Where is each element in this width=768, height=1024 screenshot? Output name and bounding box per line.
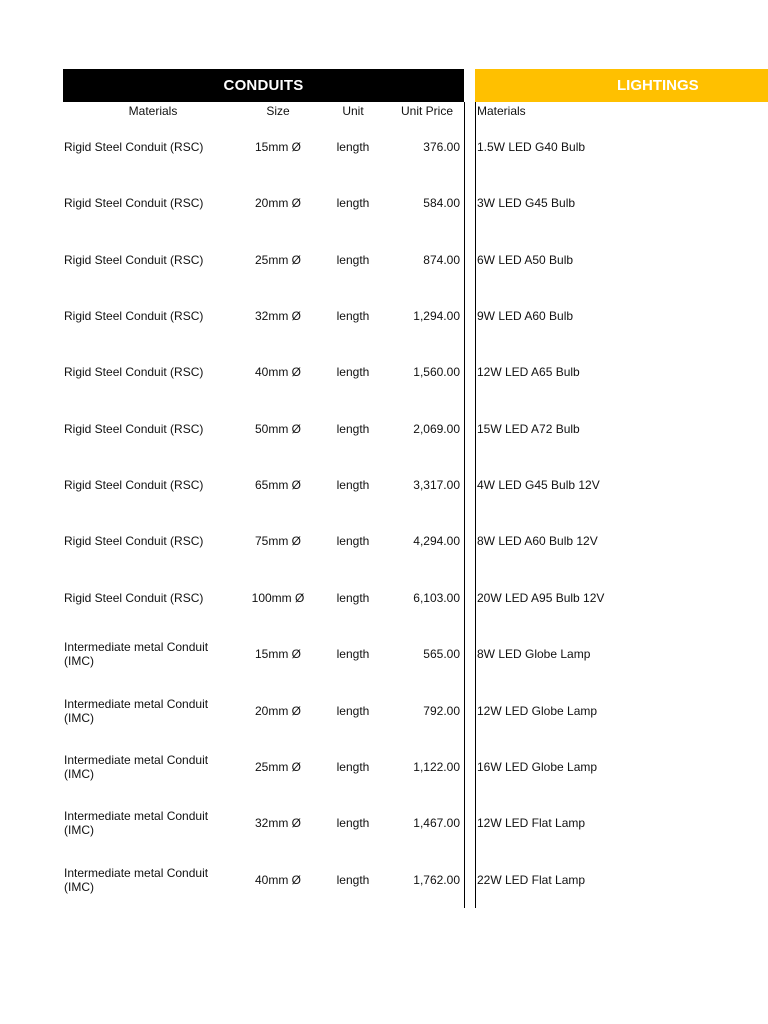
conduit-unit-cell: length xyxy=(336,365,370,379)
lighting-material-cell: 12W LED Globe Lamp xyxy=(477,704,598,718)
conduit-unit-cell: length xyxy=(336,253,370,267)
conduit-material-cell: Rigid Steel Conduit (RSC) xyxy=(64,478,204,492)
lighting-column-header-materials: Materials xyxy=(477,104,526,118)
conduit-price-cell: 1,762.00 xyxy=(413,873,460,887)
conduit-size-cell: 32mm Ø xyxy=(254,309,301,323)
table-row xyxy=(0,344,768,400)
lighting-material-cell: 22W LED Flat Lamp xyxy=(477,873,586,887)
table-row xyxy=(0,119,768,175)
conduit-material-cell: Intermediate metal Conduit (IMC) xyxy=(64,753,209,781)
table-row xyxy=(0,626,768,682)
table-row xyxy=(0,288,768,344)
conduit-unit-cell: length xyxy=(336,760,370,774)
conduit-size-cell: 75mm Ø xyxy=(254,534,301,548)
column-header-unit-price: Unit Price xyxy=(400,104,453,118)
lighting-material-cell: 1.5W LED G40 Bulb xyxy=(477,140,586,154)
conduit-material-cell: Rigid Steel Conduit (RSC) xyxy=(64,365,204,379)
conduit-material-cell: Intermediate metal Conduit (IMC) xyxy=(64,809,209,837)
conduit-material-cell: Rigid Steel Conduit (RSC) xyxy=(64,196,204,210)
conduit-unit-cell: length xyxy=(336,422,370,436)
conduit-price-cell: 792.00 xyxy=(423,704,460,718)
conduit-unit-cell: length xyxy=(336,873,370,887)
conduit-size-cell: 100mm Ø xyxy=(251,591,305,605)
lighting-material-cell: 6W LED A50 Bulb xyxy=(477,253,574,267)
conduit-material-cell: Rigid Steel Conduit (RSC) xyxy=(64,422,204,436)
conduit-size-cell: 25mm Ø xyxy=(254,760,301,774)
lighting-material-cell: 15W LED A72 Bulb xyxy=(477,422,580,436)
column-header-unit: Unit xyxy=(342,104,364,118)
conduit-size-cell: 40mm Ø xyxy=(254,873,301,887)
conduit-size-cell: 50mm Ø xyxy=(254,422,301,436)
conduit-unit-cell: length xyxy=(336,196,370,210)
conduit-unit-cell: length xyxy=(336,647,370,661)
table-row xyxy=(0,232,768,288)
conduit-material-cell: Rigid Steel Conduit (RSC) xyxy=(64,534,204,548)
column-header-materials: Materials xyxy=(128,104,178,118)
conduit-price-cell: 1,560.00 xyxy=(413,365,460,379)
conduits-title: CONDUITS xyxy=(223,77,304,94)
table-row xyxy=(0,570,768,626)
conduit-unit-cell: length xyxy=(336,309,370,323)
conduit-price-cell: 3,317.00 xyxy=(413,478,460,492)
lighting-material-cell: 20W LED A95 Bulb 12V xyxy=(477,591,605,605)
table-row xyxy=(0,683,768,739)
column-header-size: Size xyxy=(266,104,290,118)
lighting-material-cell: 12W LED A65 Bulb xyxy=(477,365,580,379)
conduit-unit-cell: length xyxy=(336,478,370,492)
conduit-price-cell: 1,467.00 xyxy=(413,816,460,830)
conduit-material-cell: Rigid Steel Conduit (RSC) xyxy=(64,591,204,605)
lighting-section-header xyxy=(475,69,768,102)
conduit-price-cell: 1,294.00 xyxy=(413,309,460,323)
lighting-material-cell: 12W LED Flat Lamp xyxy=(477,816,586,830)
lighting-material-cell: 4W LED G45 Bulb 12V xyxy=(477,478,600,492)
conduit-size-cell: 20mm Ø xyxy=(254,196,301,210)
conduit-price-cell: 4,294.00 xyxy=(413,534,460,548)
conduit-material-cell: Intermediate metal Conduit (IMC) xyxy=(64,866,209,894)
table-row xyxy=(0,795,768,851)
table-row xyxy=(0,852,768,908)
conduit-size-cell: 65mm Ø xyxy=(254,478,301,492)
conduit-unit-cell: length xyxy=(336,591,370,605)
conduit-unit-cell: length xyxy=(336,534,370,548)
lighting-material-cell: 8W LED A60 Bulb 12V xyxy=(477,534,598,548)
lighting-material-cell: 9W LED A60 Bulb xyxy=(477,309,574,323)
conduit-price-cell: 2,069.00 xyxy=(413,422,460,436)
conduit-material-cell: Rigid Steel Conduit (RSC) xyxy=(64,140,204,154)
conduit-unit-cell: length xyxy=(336,704,370,718)
conduit-unit-cell: length xyxy=(336,816,370,830)
conduit-size-cell: 25mm Ø xyxy=(254,253,301,267)
table-row xyxy=(0,175,768,231)
conduit-price-cell: 874.00 xyxy=(423,253,460,267)
conduit-price-cell: 376.00 xyxy=(423,140,460,154)
lighting-title: LIGHTINGS xyxy=(617,77,699,94)
lighting-material-cell: 16W LED Globe Lamp xyxy=(477,760,598,774)
table-row xyxy=(0,513,768,569)
conduits-section-header xyxy=(63,69,464,102)
conduit-size-cell: 15mm Ø xyxy=(254,140,301,154)
conduit-material-cell: Rigid Steel Conduit (RSC) xyxy=(64,253,204,267)
table-row xyxy=(0,401,768,457)
table-row xyxy=(0,457,768,513)
table-row xyxy=(0,739,768,795)
conduit-price-cell: 1,122.00 xyxy=(413,760,460,774)
conduit-size-cell: 40mm Ø xyxy=(254,365,301,379)
conduit-price-cell: 584.00 xyxy=(423,196,460,210)
conduit-size-cell: 15mm Ø xyxy=(254,647,301,661)
conduit-price-cell: 6,103.00 xyxy=(413,591,460,605)
lighting-material-cell: 3W LED G45 Bulb xyxy=(477,196,576,210)
conduit-material-cell: Intermediate metal Conduit (IMC) xyxy=(64,640,209,668)
conduit-size-cell: 32mm Ø xyxy=(254,816,301,830)
lighting-material-cell: 8W LED Globe Lamp xyxy=(477,647,591,661)
conduit-price-cell: 565.00 xyxy=(423,647,460,661)
conduit-material-cell: Rigid Steel Conduit (RSC) xyxy=(64,309,204,323)
conduit-size-cell: 20mm Ø xyxy=(254,704,301,718)
conduit-material-cell: Intermediate metal Conduit (IMC) xyxy=(64,697,209,725)
conduit-unit-cell: length xyxy=(336,140,370,154)
